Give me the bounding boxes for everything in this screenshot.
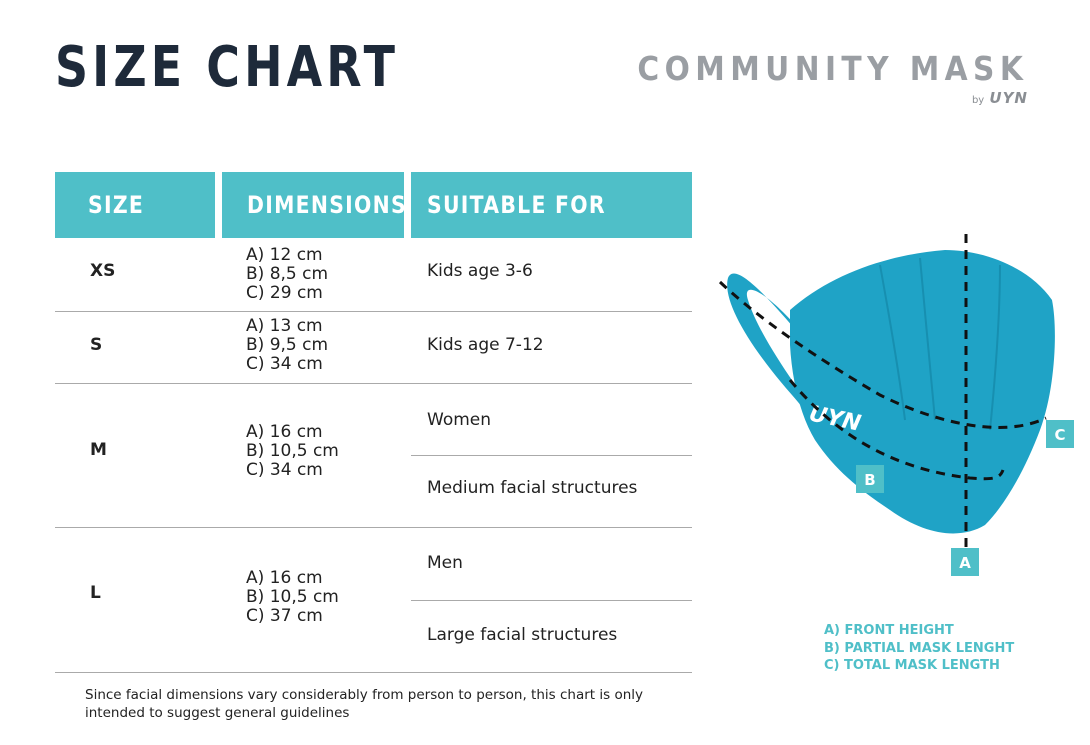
dimension-b: B) 10,5 cm (246, 441, 339, 461)
size-label: L (90, 583, 101, 603)
row-divider (55, 383, 692, 384)
size-label: XS (90, 261, 116, 281)
suitable-for-cell: Men (427, 553, 463, 573)
size-label: S (90, 335, 103, 355)
brand-by-text: by (971, 95, 985, 106)
dimension-a: A) 12 cm (246, 245, 323, 265)
dimension-a: A) 16 cm (246, 422, 323, 442)
page-title: SIZE CHART (55, 35, 400, 100)
brand-byline (594, 89, 1028, 107)
column-header-dimensions: DIMENSIONS (222, 172, 404, 238)
sub-row-divider (411, 455, 692, 456)
dimension-a: A) 16 cm (246, 568, 323, 588)
legend-front-height: A) FRONT HEIGHT (824, 623, 954, 638)
row-divider (55, 311, 692, 312)
marker-a-label: A (959, 554, 971, 572)
suitable-for-cell: Medium facial structures (427, 478, 638, 498)
marker-b-label: B (864, 471, 876, 489)
row-divider (55, 527, 692, 528)
disclaimer-note: Since facial dimensions vary considerably from person to person, this chart is only intended to suggest general guidelines (85, 687, 643, 721)
dimension-c: C) 34 cm (246, 460, 323, 480)
suitable-for-cell: Large facial structures (427, 625, 618, 645)
dimension-c: C) 34 cm (246, 354, 323, 374)
dimensions-cell (246, 423, 339, 480)
column-header-size: SIZE (55, 172, 215, 238)
mask-uyn-logo: UYN (806, 401, 864, 437)
dimension-c: C) 29 cm (246, 283, 323, 303)
dimensions-cell (246, 569, 339, 626)
column-header-suitable-for: SUITABLE FOR (411, 172, 692, 238)
dimension-b: B) 9,5 cm (246, 335, 329, 355)
dimensions-cell (246, 317, 328, 374)
dimension-b: B) 10,5 cm (246, 587, 339, 607)
legend-total-length: C) TOTAL MASK LENGTH (824, 658, 1000, 673)
dimension-b: B) 8,5 cm (246, 264, 329, 284)
suitable-for-cell: Women (427, 410, 492, 430)
legend-partial-length: B) PARTIAL MASK LENGHT (824, 640, 1015, 656)
uyn-logo: UYN (989, 89, 1028, 107)
dimension-c: C) 37 cm (246, 606, 323, 626)
row-divider (55, 672, 692, 673)
diagram-legend (824, 622, 1014, 675)
mask-diagram (700, 225, 1080, 585)
suitable-for-cell: Kids age 7-12 (427, 335, 544, 355)
marker-c-label: C (1054, 426, 1066, 444)
brand-name: COMMUNITY MASK (637, 49, 1028, 88)
brand-block (594, 49, 1028, 107)
size-label: M (90, 440, 107, 460)
dimensions-cell (246, 246, 328, 303)
suitable-for-cell: Kids age 3-6 (427, 261, 533, 281)
sub-row-divider (411, 600, 692, 601)
dimension-a: A) 13 cm (246, 316, 323, 336)
